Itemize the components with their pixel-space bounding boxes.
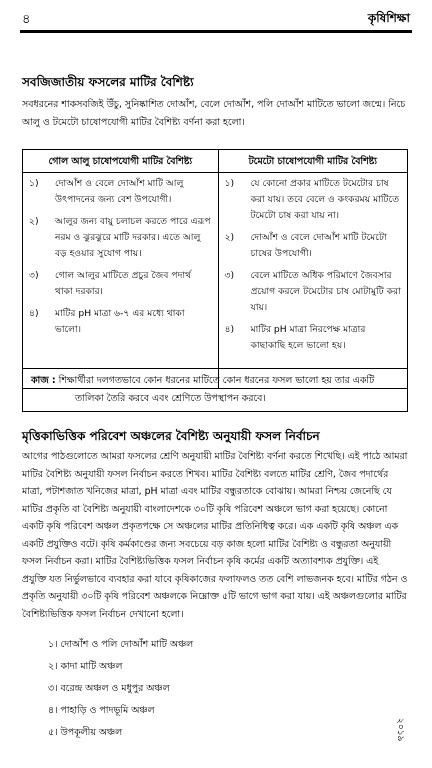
list-item — [29, 306, 212, 338]
item-number: ২) — [29, 216, 39, 227]
list-item — [48, 636, 193, 658]
table-header-potato: গোল আলু চাষোপযোগী মাটির বৈশিষ্ট্য — [23, 150, 219, 173]
item-text: বেলে মাটিতে অধিক পরিমাণে জৈবসার প্রয়োগ করলে টমেটোর চাষ মোটামুটি করা যায়। — [250, 270, 401, 313]
item-text: যে কোনো প্রকার মাটিতে টমেটোর চাষ করা যায়। তবে বেলে ও কংকরময় মাটিতে টমেটো চাষ করা যায় না। — [250, 178, 400, 221]
section1-intro — [22, 96, 414, 131]
item-number: ২। — [48, 661, 58, 672]
item-number: ৪। — [48, 705, 58, 716]
para-line: একটি প্রযুক্তিও বটে। কৃষি কর্মকাণ্ডের জন্য সবচেয়ে বড় কাজ হলো মাটির বৈশিষ্ট্য ও বন্ধুরতা অনুযায়ী — [22, 538, 392, 550]
tomato-cell — [218, 173, 407, 389]
list-item — [48, 724, 193, 746]
item-text: কাদা মাটি অঞ্চল — [60, 661, 123, 672]
list-item — [48, 680, 193, 702]
item-text: মাটির pH মাত্রা ৬-৭ এর মধ্যে থাকা ভালো। — [55, 308, 185, 335]
zone-list — [48, 636, 193, 746]
task-line — [31, 372, 399, 390]
item-number: ৪) — [224, 324, 235, 335]
para-line: একটি কৃষি পরিবেশ অঞ্চল প্রকৃতপক্ষে সে অঞ্চলের মাটির প্রতিনিধিত্ব করে। এক একটি কৃষি অঞ্চল এক — [22, 521, 399, 532]
soil-comparison-table — [22, 149, 408, 389]
para-line: মাটির প্রকৃতি বা বৈশিষ্ট্য অনুযায়ী বাংলাদেশকে ৩০টি কৃষি পরিবেশ অঞ্চলে ভাগ করা হয়েছে। কোনো — [22, 503, 388, 515]
section2-title: মৃত্তিকাভিত্তিক পরিবেশ অঞ্চলের বৈশিষ্ট্য অনুযায়ী ফসল নির্বাচন — [22, 429, 320, 443]
task-text: শিক্ষার্থীরা দলগতভাবে কোন ধরনের মাটিতে কোন ধরনের ফসল ভালো হয় তার একটি — [58, 375, 375, 386]
para-line: আগের পাঠগুলোতে আমরা ফসলের শ্রেণি অনুযায়ী মাটির বৈশিষ্ট্য বর্ণনা করতে শিখেছি। এই পাঠে আমরা — [22, 451, 408, 462]
item-number: ১। — [48, 639, 58, 650]
list-item — [225, 268, 401, 316]
item-number: ৪) — [29, 308, 39, 319]
header-rule — [20, 30, 412, 33]
item-text: উপকূলীয় অঞ্চল — [60, 727, 123, 738]
item-number: ১) — [29, 178, 39, 189]
item-text: দোআঁশ ও পলি দোআঁশ মাটি অঞ্চল — [60, 639, 194, 650]
task-box — [22, 368, 408, 412]
list-item — [29, 214, 212, 262]
item-number: ১) — [224, 178, 235, 189]
para-line: বৈশিষ্ট্যভিত্তিক ফসল নির্বাচন দেখানো হলো। — [22, 608, 184, 620]
item-text: মাটির pH মাত্রা নিরপেক্ষ মাত্রার কাছাকাছি হলে ভালো হয়। — [250, 324, 366, 351]
list-item — [225, 176, 401, 224]
intro-line: আলু ও টমেটো চাষোপযোগী মাটির বৈশিষ্ট্য বর্ণনা করা হলো। — [22, 116, 245, 128]
section1-title: সবজিজাতীয় ফসলের মাটির বৈশিষ্ট্য — [22, 75, 194, 89]
list-item — [29, 176, 212, 208]
year-stamp: ২০১৯ — [395, 718, 405, 742]
item-text: পাহাড়ি ও পাদভূমি অঞ্চল — [60, 705, 155, 716]
item-text: দোআঁশ ও বেলে দোআঁশ মাটি টমেটো চাষের উপযোগী। — [250, 232, 387, 259]
item-text: আলুর জন্য বায়ু চলাচল করতে পারে এরূপ নরম ও ঝুরঝুরে মাটি দরকার। এতে আলু বড় হওয়ার সুযোগ পায়। — [55, 216, 211, 259]
intro-line: সবধরনের শাকসবজিই উঁচু, সুনিষ্কাশিত দোআঁশ, বেলে দোআঁশ, পলি দোআঁশ মাটিতে ভালো জন্মে। নিচে — [22, 99, 406, 110]
para-line: মাত্রা, পটাশজাত খনিজের মাত্রা, pH মাত্রা এবং মাটির বন্ধুরতাকে বোঝায়। আমরা নিশ্চয় জেনেছি যে — [22, 486, 392, 497]
para-line: মাটির বৈশিষ্ট্য অনুযায়ী ফসল নির্বাচন করতে শিখব। মাটির বৈশিষ্ট্য বলতে মাটির শ্রেণি, জৈব পদার্থের — [22, 468, 389, 480]
list-item — [225, 322, 401, 354]
task-line: তালিকা তৈরি করবে এবং শ্রেণিতে উপস্থাপন করবে। — [75, 393, 266, 404]
page-number: ৪ — [22, 12, 31, 27]
item-text: বরেন্দ্র অঞ্চল ও মধুপুর অঞ্চল — [60, 683, 170, 694]
list-item — [48, 658, 193, 680]
subject-title: কৃষিশিক্ষা — [367, 11, 410, 25]
potato-cell — [23, 173, 219, 389]
list-item — [48, 702, 193, 724]
para-line: প্রযুক্তি যত নির্ভুলভাবে ব্যবহার করা যাবে কৃষিকাজের ফলাফলও তত বেশি লাভজনক হবে। মাটির গঠন ও — [22, 573, 408, 585]
item-text: গোল আলুর মাটিতে প্রচুর জৈব পদার্থ থাকা দরকার। — [55, 270, 192, 297]
list-item — [225, 230, 401, 262]
item-number: ৩। — [48, 683, 58, 694]
section2-paragraph — [22, 448, 414, 623]
task-label: কাজ : — [31, 375, 56, 386]
item-number: ৩) — [29, 270, 39, 281]
item-number: ৩) — [224, 270, 235, 281]
list-item — [29, 268, 212, 300]
para-line: প্রকৃতি অনুযায়ী ৩০টি কৃষি পরিবেশ অঞ্চলকে নিম্নোক্ত ৫টি ভাগে ভাগ করা যায়। এই অঞ্চলগুলোর মাটির — [22, 591, 407, 602]
item-number: ৫। — [48, 727, 58, 738]
table-header-tomato: টমেটো চাষোপযোগী মাটির বৈশিষ্ট্য — [218, 150, 407, 173]
para-line: ফসল নির্বাচন করা। মাটির বৈশিষ্ট্যভিত্তিক ফসল নির্বাচন কৃষি কর্মের একটি অত্যাবশ্যক প্রযুক্তি। এই — [22, 556, 379, 567]
item-number: ২) — [224, 232, 235, 243]
item-text: দোআঁশ ও বেলে দোআঁশ মাটি আলু উৎপাদনের জন্য বেশ উপযোগী। — [55, 178, 184, 205]
